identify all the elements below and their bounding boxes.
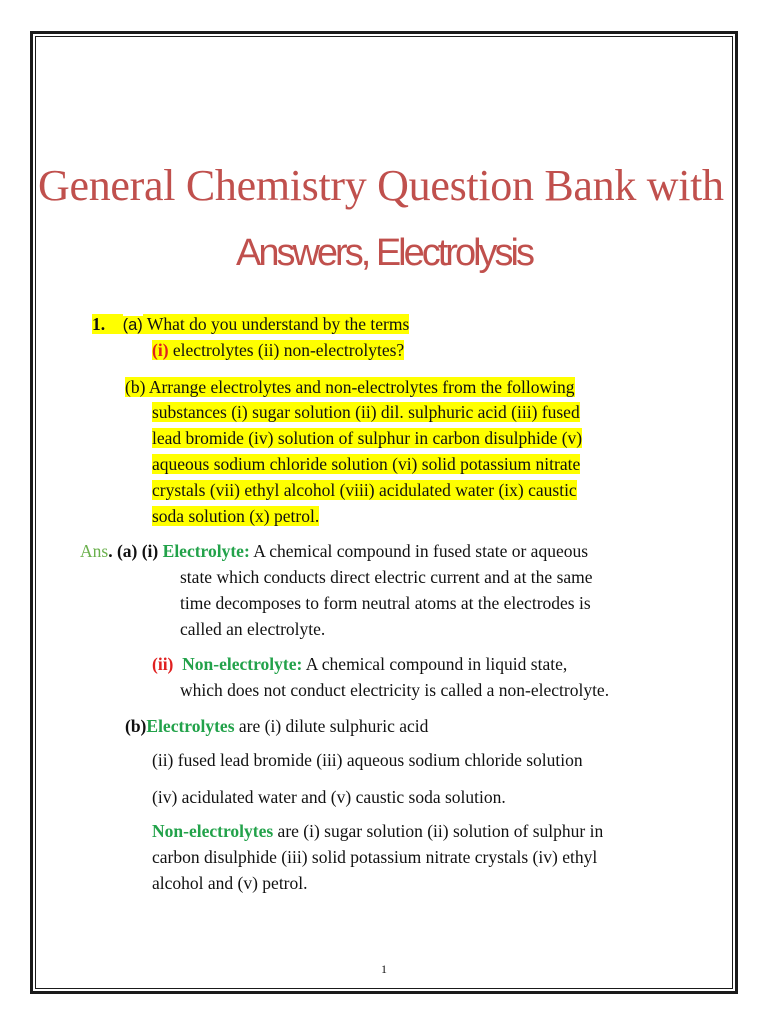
document-title-line2: Answers, Electrolysis — [236, 232, 532, 274]
question-b-line: (b) Arrange electrolytes and non-electrolytes from the following — [125, 377, 575, 397]
question-a-marker-i: (i) — [152, 340, 169, 360]
answer-a-line1: Ans. (a) (i) Electrolyte: A chemical compound in fused state or aqueous — [80, 541, 589, 561]
ans-label: Ans — [80, 541, 109, 561]
electrolyte-definition-line: state which conducts direct electric current and at the same — [180, 567, 593, 587]
electrolytes-term: Electrolytes — [146, 716, 235, 736]
non-electrolytes-list-line: carbon disulphide (iii) solid potassium nitrate crystals (iv) ethyl — [152, 847, 598, 867]
answer-b-label: (b) — [125, 716, 147, 736]
question-number: 1. — [92, 314, 106, 334]
question-b-line: soda solution (x) petrol. — [152, 506, 320, 526]
electrolyte-definition-line: time decomposes to form neutral atoms at the electrodes is — [180, 593, 591, 613]
question-b-line: crystals (vii) ethyl alcohol (viii) acidulated water (ix) caustic — [152, 480, 577, 500]
question-a-line2-text: electrolytes (ii) non-electrolytes? — [168, 340, 405, 360]
non-electrolytes-line1: Non-electrolytes are (i) sugar solution (ii) solution of sulphur in — [152, 821, 604, 841]
question-b-line: lead bromide (iv) solution of sulphur in carbon disulphide (v) — [152, 428, 583, 448]
answer-a-label: (a) (i) — [112, 541, 163, 561]
question-a-label: (a) — [122, 316, 143, 334]
electrolyte-term: Electrolyte: — [162, 541, 250, 561]
non-electrolyte-definition-line: which does not conduct electricity is called a non-electrolyte. — [180, 680, 610, 700]
question-a-text: What do you understand by the terms — [142, 314, 410, 334]
question-b-line: aqueous sodium chloride solution (vi) solid potassium nitrate — [152, 454, 581, 474]
answer-a-ii-line1: (ii) Non-electrolyte: A chemical compound in liquid state, — [152, 654, 568, 674]
question-b-line: substances (i) sugar solution (ii) dil. sulphuric acid (iii) fused — [152, 402, 580, 422]
question-1a-line2 — [152, 338, 404, 362]
electrolyte-definition-line: called an electrolyte. — [180, 619, 326, 639]
electrolytes-list-line: (iv) acidulated water and (v) caustic soda solution. — [152, 787, 506, 807]
document-title-line1: General Chemistry Question Bank with — [38, 161, 724, 210]
answer-b-line1: (b)Electrolytes are (i) dilute sulphuric acid — [125, 716, 429, 736]
non-electrolytes-list-line: alcohol and (v) petrol. — [152, 873, 308, 893]
page-number: 1 — [381, 962, 387, 976]
answer-ii-marker: (ii) — [152, 654, 174, 674]
electrolytes-list-line: (ii) fused lead bromide (iii) aqueous sodium chloride solution — [152, 750, 583, 770]
non-electrolyte-term: Non-electrolyte: — [182, 654, 303, 674]
question-1a-line1 — [92, 312, 409, 337]
non-electrolytes-term: Non-electrolytes — [152, 821, 274, 841]
